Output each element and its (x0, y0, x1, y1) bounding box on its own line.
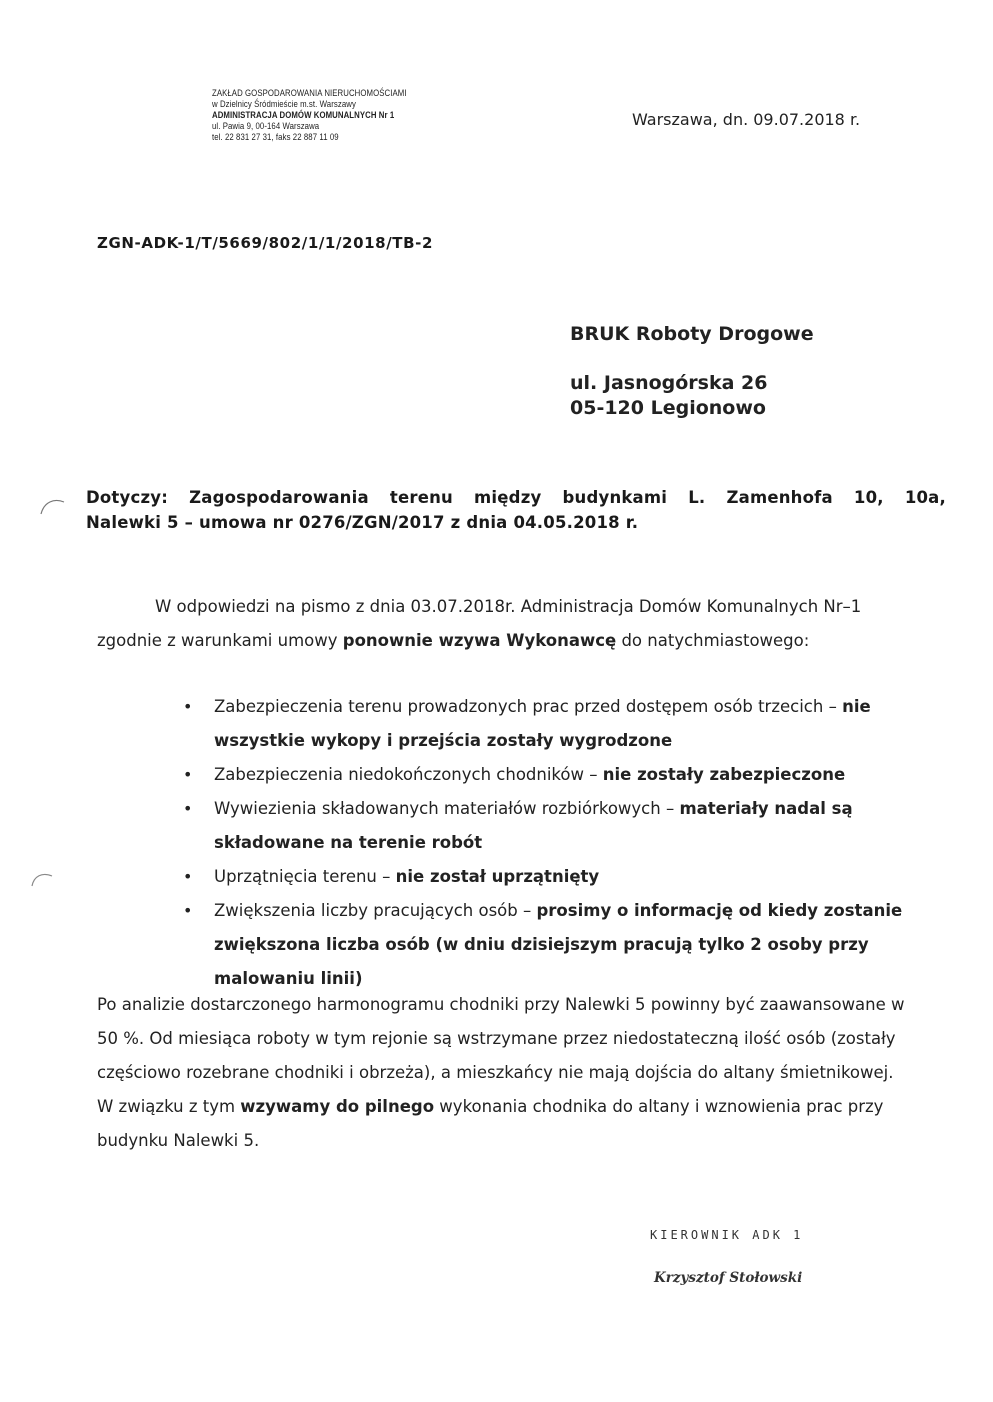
closing-paragraph (97, 988, 907, 1158)
signature-title: KIEROWNIK ADK 1 (650, 1228, 804, 1242)
stamp-line: ZAKŁAD GOSPODAROWANIA NIERUCHOMOŚCIAMI (212, 88, 407, 99)
list-item (183, 690, 933, 758)
scan-mark-icon (38, 496, 68, 520)
office-stamp (212, 88, 407, 143)
intro-paragraph (97, 590, 907, 658)
stamp-line: tel. 22 831 27 31, faks 22 887 11 09 (212, 132, 339, 143)
subject-line: Dotyczy: Zagospodarowania terenu między budynkami L. Zamenhofa 10, 10a, (86, 488, 946, 507)
list-item-text: Zwiększenia liczby pracujących osób – (214, 901, 537, 920)
recipient-street: ul. Jasnogórska 26 (570, 372, 768, 394)
signature-name: Krzysztof Stołowski (654, 1270, 803, 1286)
recipient-city: 05-120 Legionowo (570, 397, 766, 419)
letter-subject (86, 485, 946, 535)
list-item (183, 860, 933, 894)
list-item-text: Zabezpieczenia terenu prowadzonych prac przed dostępem osób trzecich – (214, 697, 843, 716)
stamp-line: ul. Pawia 9, 00-164 Warszawa (212, 121, 320, 132)
intro-bold: ponownie wzywa Wykonawcę (342, 631, 617, 650)
recipient-name: BRUK Roboty Drogowe (570, 323, 814, 345)
subject-line: Nalewki 5 – umowa nr 0276/ZGN/2017 z dnia 04.05.2018 r. (86, 513, 639, 532)
closing-text: Po analizie dostarczonego harmonogramu chodniki przy Nalewki 5 powinny być zaawansowane w 50 %. Od miesiąca roboty w tym rejonie są wstrzymane przez niedostateczną ilość osób (zostały częściowo rozebrane chodniki i obrzeża), a mieszkańcy nie mają dojścia do altany śmietnikowej. W związku z tym (97, 995, 905, 1116)
letter-date: Warszawa, dn. 09.07.2018 r. (632, 110, 861, 129)
list-item-text: Uprzątnięcia terenu – (214, 867, 396, 886)
closing-bold: wzywamy do pilnego (240, 1097, 435, 1116)
list-item (183, 758, 933, 792)
intro-text: do natychmiastowego: (616, 631, 810, 650)
stamp-line: w Dzielnicy Śródmieście m.st. Warszawy (212, 99, 356, 110)
list-item-status: materiały nadal są składowane na terenie robót (214, 799, 853, 852)
list-item (183, 894, 933, 996)
list-item-status: prosimy o informację od kiedy zostanie zwiększona liczba osób (w dniu dzisiejszym pracują tylko 2 osoby przy malowaniu linii) (214, 901, 903, 988)
list-item-text: Zabezpieczenia niedokończonych chodników – (214, 765, 603, 784)
list-item-status: nie zostały zabezpieczone (602, 765, 846, 784)
scan-mark-icon (28, 868, 68, 892)
list-item (183, 792, 933, 860)
list-item-text: Wywiezienia składowanych materiałów rozbiórkowych – (214, 799, 680, 818)
list-item-status: nie został uprzątnięty (395, 867, 600, 886)
closing-text: wykonania chodnika do altany i wznowienia prac przy budynku Nalewki 5. (97, 1097, 884, 1150)
list-item-status: nie wszystkie wykopy i przejścia zostały wygrodzone (214, 697, 871, 750)
demands-list (183, 690, 933, 996)
intro-text: W odpowiedzi na pismo z dnia 03.07.2018r. Administracja Domów Komunalnych Nr–1 zgodnie z warunkami umowy (97, 597, 862, 650)
stamp-line: ADMINISTRACJA DOMÓW KOMUNALNYCH Nr 1 (212, 110, 395, 121)
reference-number: ZGN-ADK-1/T/5669/802/1/1/2018/TB-2 (97, 234, 434, 252)
